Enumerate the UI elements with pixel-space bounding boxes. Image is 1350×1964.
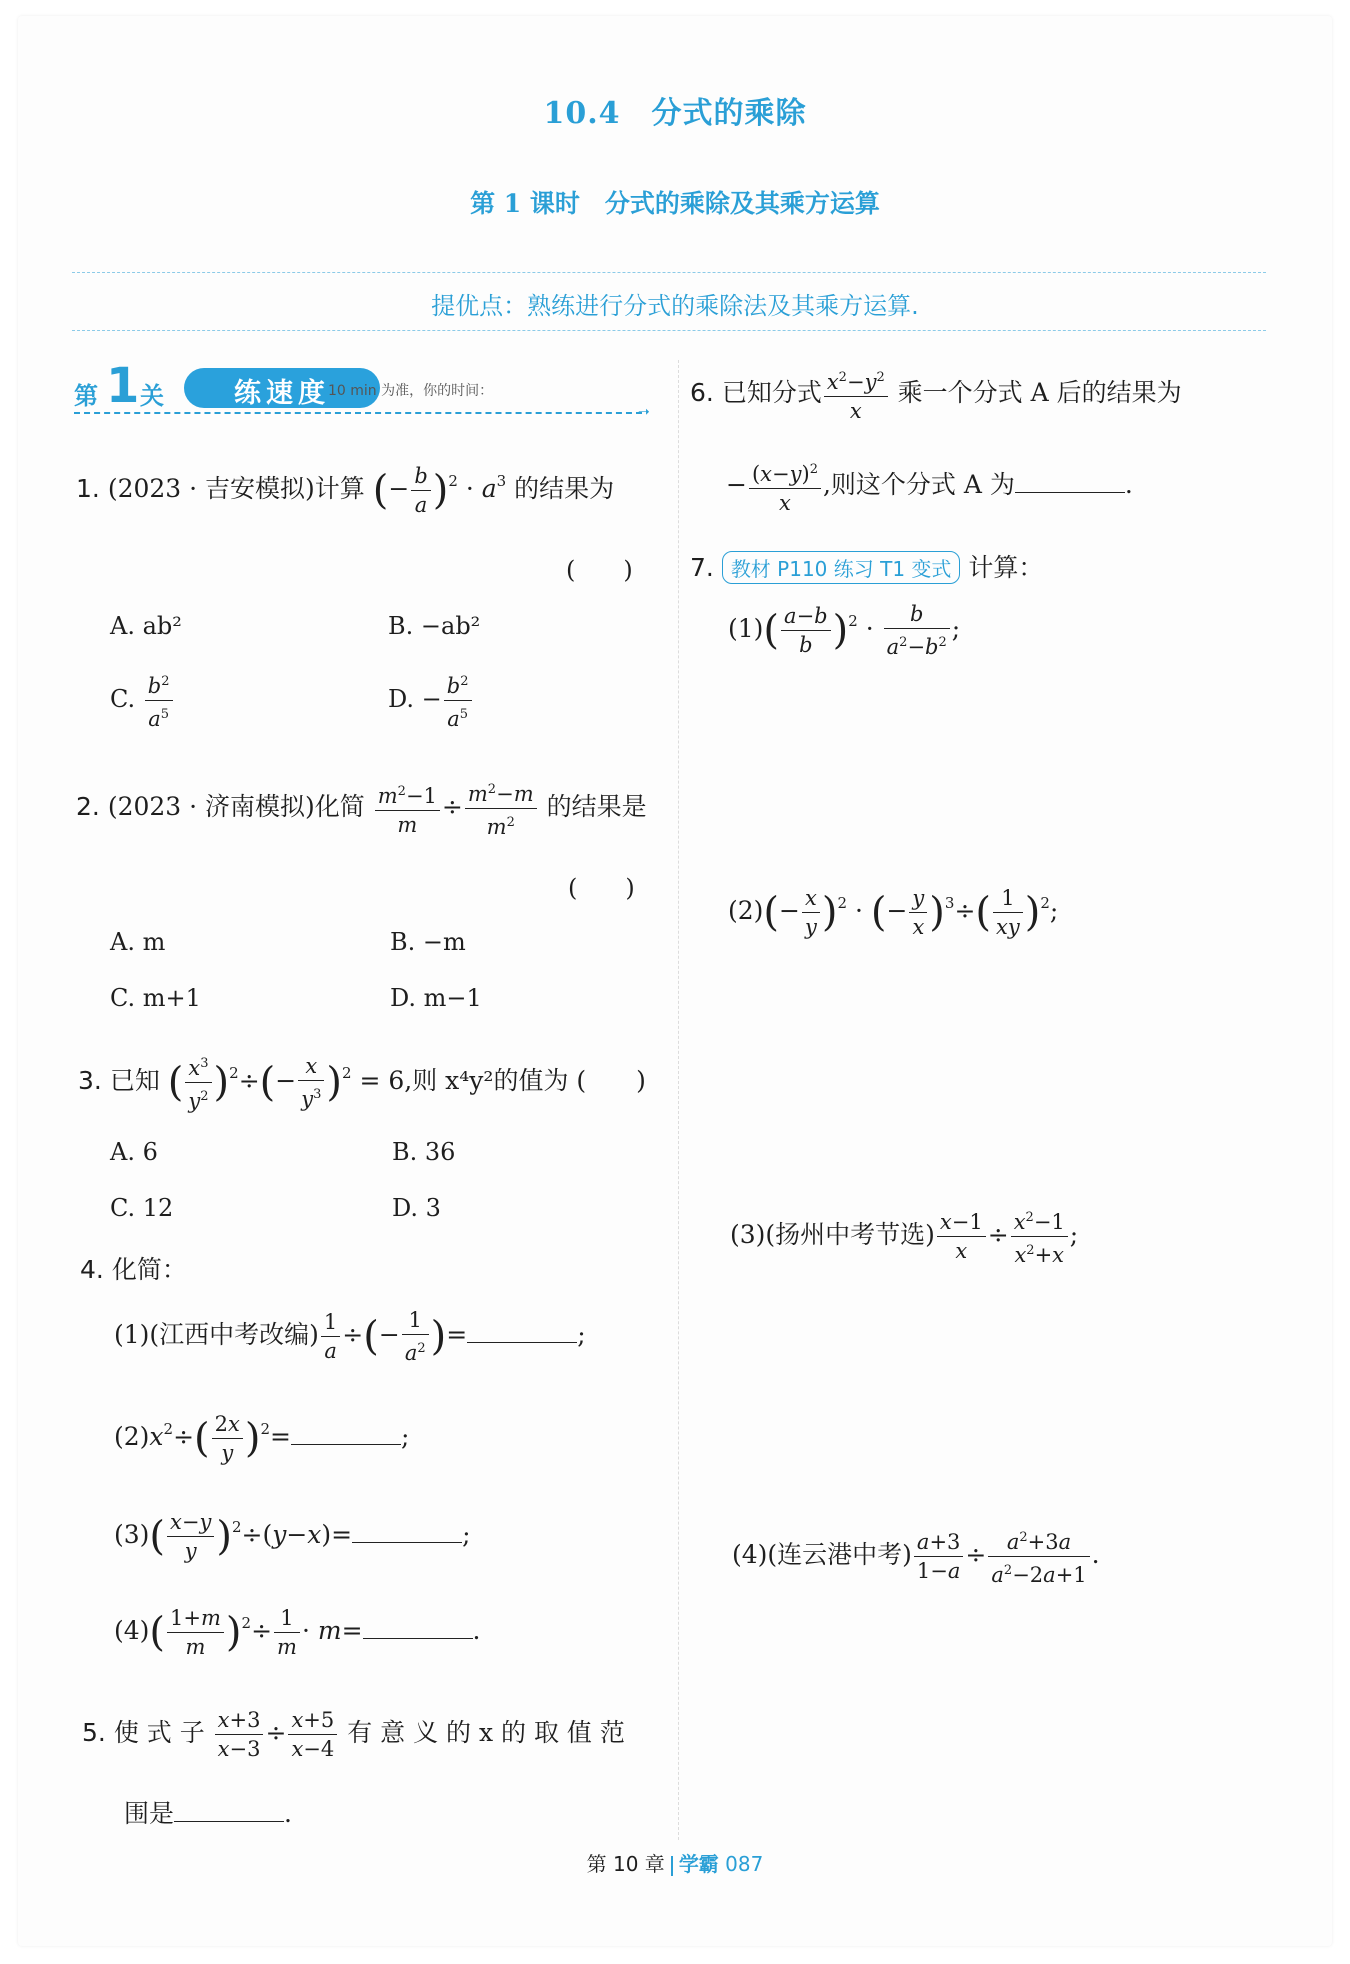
question-5-line-2: 围是 . <box>124 1799 292 1828</box>
page-title: 10.4 分式的乘除 <box>543 96 807 131</box>
section-number: 1 <box>106 358 140 414</box>
question-tail: 有 意 义 的 x 的 取 值 范 <box>347 1718 625 1747</box>
question-tail: 乘一个分式 A 后的结果为 <box>897 378 1182 407</box>
option-d[interactable]: D. 3 <box>392 1194 441 1222</box>
question-7-part-4: (4)(连云港中考) $\frac{a+3}{1-a}$ ÷ $\frac{a^2+3a}{a^2-2a+1}$ . <box>732 1524 1100 1589</box>
option-a[interactable]: A. ab² <box>110 612 182 640</box>
fraction: $\frac{y}{x}$ <box>909 884 927 941</box>
question-4 <box>80 1250 187 1286</box>
option-a[interactable]: A. 6 <box>110 1138 158 1166</box>
question-number: 6. <box>690 378 714 407</box>
answer-blank[interactable] <box>1015 472 1125 493</box>
focus-point: 提优点：熟练进行分式的乘除法及其乘方运算. <box>431 292 919 320</box>
fraction: $\frac{1}{a}$ <box>321 1308 340 1365</box>
question-number: 2. <box>76 792 100 821</box>
question-4-part-4: (4)( $\frac{1+m}{m}$ )$^2$÷ $\frac{1}{m}$ · m= . <box>114 1606 481 1659</box>
fraction: $\frac{2x}{y}$ <box>212 1410 243 1467</box>
fraction: $\frac{m^2-1}{m}$ <box>375 778 440 839</box>
question-tail: = 6,则 x⁴y²的值为 ( ) <box>359 1066 646 1095</box>
fraction: $\frac{1+m}{m}$ <box>167 1604 224 1661</box>
question-number: 5. <box>82 1718 106 1747</box>
section-prefix: 第 <box>74 382 98 410</box>
answer-blank[interactable] <box>467 1322 577 1343</box>
arrow-right-icon: ➝ <box>638 404 650 420</box>
question-lead: 计算： <box>968 553 1044 582</box>
answer-blank[interactable] <box>363 1618 473 1639</box>
option-a[interactable]: A. m <box>110 928 166 956</box>
option-d[interactable]: D. − $\frac{b^2}{a^5}$ <box>388 668 474 733</box>
fraction: $\frac{(x-y)^2}{x}$ <box>749 456 821 517</box>
fraction: $\frac{x-1}{x}$ <box>937 1208 986 1265</box>
fraction: $\frac{x}{y^3}$ <box>298 1052 324 1113</box>
question-2: 2. (2023 · 济南模拟)化简 $\frac{m^2-1}{m}$ ÷ $\frac{m^2-m}{m^2}$ 的结果是 <box>76 776 647 841</box>
textbook-tag: 教材 P110 练习 T1 变式 <box>722 551 961 584</box>
question-number: 1. <box>76 474 100 503</box>
page-number: 087 <box>725 1852 764 1876</box>
question-lead: 已知 <box>109 1066 160 1095</box>
question-tail: 的结果是 <box>546 792 647 821</box>
question-3: 3. 已知 ( $\frac{x^3}{y^2}$ )$^2$÷(− $\frac{x}{y^3}$ )$^2$ = 6,则 x⁴y²的值为 ( ) <box>78 1050 646 1115</box>
question-7-part-3: (3)(扬州中考节选) $\frac{x-1}{x}$ ÷ $\frac{x^2-1}{x^2+x}$ ; <box>730 1204 1078 1269</box>
lesson-subtitle: 第 1 课时 分式的乘除及其乘方运算 <box>470 189 880 218</box>
fraction: $\frac{a+3}{1-a}$ <box>914 1528 964 1585</box>
footer-divider <box>671 1856 673 1876</box>
chapter-label: 第 10 章 <box>586 1852 665 1876</box>
fraction: $\frac{x+3}{x-3}$ <box>215 1706 264 1763</box>
option-b[interactable]: B. −m <box>390 928 466 956</box>
answer-blank[interactable] <box>174 1801 284 1822</box>
fraction: $\frac{b^2}{a^5}$ <box>444 668 472 733</box>
fraction: $\frac{x}{y}$ <box>802 884 820 941</box>
question-tail: 的结果为 <box>514 474 615 503</box>
question-4-part-2: $(2)x^2\div$( $\frac{2x}{y}$ )$^2$= ; <box>114 1412 410 1465</box>
question-source: (2023 · 济南模拟)化简 <box>107 792 365 821</box>
fraction: $\frac{x-y}{y}$ <box>167 1508 214 1565</box>
option-b[interactable]: B. 36 <box>392 1138 456 1166</box>
option-c[interactable]: C. m+1 <box>110 984 201 1012</box>
question-6-line-2: − $\frac{(x-y)^2}{x}$ ,则这个分式 A 为 . <box>726 456 1133 517</box>
answer-bracket[interactable]: ( ) <box>568 874 635 902</box>
column-separator <box>678 360 679 1840</box>
fraction: $\frac{1}{a^2}$ <box>402 1306 429 1367</box>
page-footer <box>0 1848 1350 1877</box>
question-5: 5. 使 式 子 $\frac{x+3}{x-3}$ ÷ $\frac{x+5}{x-4}$ 有 意 义 的 x 的 取 值 范 <box>82 1708 625 1761</box>
section-badge: 练速度 <box>184 368 380 408</box>
question-lead: 已知分式 <box>721 378 822 407</box>
fraction: $\frac{x+5}{x-4}$ <box>288 1706 337 1763</box>
fraction: $\frac{x^2-1}{x^2+x}$ <box>1011 1204 1068 1269</box>
option-c[interactable]: C. 12 <box>110 1194 174 1222</box>
fraction: $\frac{b}{a}$ <box>411 462 430 519</box>
question-1: 1. (2023 · 吉安模拟)计算 (− $\frac{b}{a}$ )$^2 \cdot a^3$ 的结果为 <box>76 464 615 517</box>
option-c[interactable]: C. $\frac{b^2}{a^5}$ <box>110 668 175 733</box>
fraction: $\frac{a-b}{b}$ <box>781 602 831 659</box>
question-lead: 化简： <box>111 1255 187 1284</box>
fraction: $\frac{x^2-y^2}{x}$ <box>824 364 888 425</box>
question-6 <box>690 364 1182 425</box>
answer-bracket[interactable]: ( ) <box>566 556 633 584</box>
option-d[interactable]: D. m−1 <box>390 984 482 1012</box>
divider-bottom <box>72 330 1266 331</box>
option-b[interactable]: B. −ab² <box>388 612 481 640</box>
question-7-part-1: (1)( $\frac{a-b}{b}$ )$^2$ · $\frac{b}{a^2-b^2}$ ; <box>728 602 961 659</box>
fraction: $\frac{x^3}{y^2}$ <box>185 1050 211 1115</box>
section-dash-line <box>74 412 642 414</box>
question-4-part-1: (1)(江西中考改编) $\frac{1}{a}$ ÷(− $\frac{1}{a^2}$ )= ; <box>114 1308 586 1365</box>
question-number: 3. <box>78 1066 102 1095</box>
fraction: $\frac{1}{m}$ <box>274 1604 300 1661</box>
question-number: 7. <box>690 553 714 582</box>
question-7 <box>690 548 1043 584</box>
brand-logo: 学霸 <box>678 1852 719 1876</box>
section-timer: 10 min 为准，你的时间： <box>328 383 494 399</box>
question-7-part-2: (2)(− $\frac{x}{y}$ )$^2$ · (− $\frac{y}{x}$ )$^3$÷( $\frac{1}{xy}$ )$^2$; <box>728 886 1059 939</box>
section-suffix: 关 <box>140 382 164 410</box>
fraction: $\frac{b^2}{a^5}$ <box>145 668 173 733</box>
answer-blank[interactable] <box>291 1424 401 1445</box>
fraction: $\frac{b}{a^2-b^2}$ <box>884 600 950 661</box>
fraction: $\frac{1}{xy}$ <box>993 884 1023 941</box>
question-lead: 使 式 子 <box>113 1718 205 1747</box>
divider-top <box>72 272 1266 273</box>
question-4-part-3: (3)( $\frac{x-y}{y}$ )$^2$÷(y−x)= ; <box>114 1510 471 1563</box>
question-number: 4. <box>80 1255 104 1284</box>
answer-blank[interactable] <box>352 1522 462 1543</box>
fraction: $\frac{m^2-m}{m^2}$ <box>465 776 537 841</box>
fraction: $\frac{a^2+3a}{a^2-2a+1}$ <box>988 1524 1089 1589</box>
question-source: (2023 · 吉安模拟)计算 <box>107 474 365 503</box>
